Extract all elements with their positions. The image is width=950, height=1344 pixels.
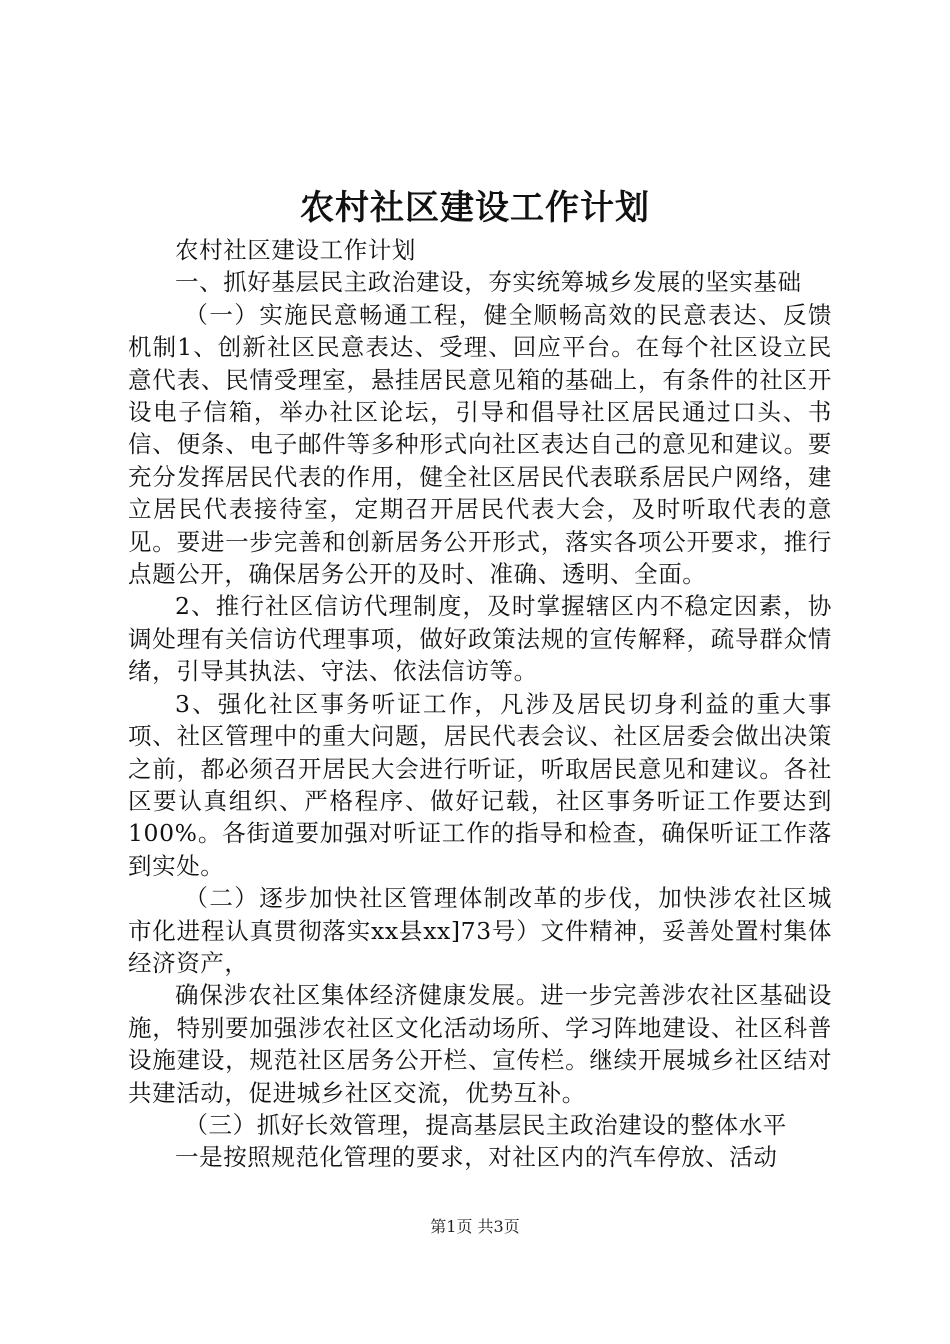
paragraph-subsection-1: （一）实施民意畅通工程，健全顺畅高效的民意表达、反馈机制1、创新社区民意表达、受理、回应平台。在每个社区设立民意代表、民情受理室，悬挂居民意见箱的基础上，有条件的社区开设电子信箱，举办社区论坛，引导和倡导社区居民通过口头、书信、便条、电子邮件等多种形式向社区表达自己的意见和建议。要充分发挥居民代表的作用，健全社区居民代表联系居民户网络，建立居民代表接待室，定期召开居民代表大会，及时听取代表的意见。要进一步完善和创新居务公开形式，落实各项公开要求，推行点题公开，确保居务公开的及时、准确、透明、全面。 xyxy=(128,300,832,589)
document-body xyxy=(128,234,832,1174)
paragraph-item-one: 一是按照规范化管理的要求，对社区内的汽车停放、活动 xyxy=(175,1143,778,1172)
paragraph-item-2: 2、推行社区信访代理制度，及时掌握辖区内不稳定因素，协调处理有关信访代理事项，做好政策法规的宣传解释，疏导群众情绪，引导其执法、守法、依法信访等。 xyxy=(128,592,832,686)
paragraph-section-1-heading: 一、抓好基层民主政治建设，夯实统筹城乡发展的坚实基础 xyxy=(175,268,802,297)
paragraph-subsection-3: （三）抓好长效管理，提高基层民主政治建设的整体水平 xyxy=(184,1110,787,1139)
paragraph-subsection-2: （二）逐步加快社区管理体制改革的步伐，加快涉农社区城市化进程认真贯彻落实xx县xx]73号）文件精神，妥善处置村集体经济资产， xyxy=(128,884,832,977)
page-footer: 第1页 共3页 xyxy=(430,1217,520,1236)
paragraph-item-3: 3、强化社区事务听证工作，凡涉及居民切身利益的重大事项、社区管理中的重大问题，居民代表会议、社区居委会做出决策之前，都必须召开居民大会进行听证，听取居民意见和建议。各社区要认真组织、严格程序、做好记载，社区事务听证工作要达到100%。各街道要加强对听证工作的指导和检查，确保听证工作落到实处。 xyxy=(128,689,832,880)
paragraph-subtitle: 农村社区建设工作计划 xyxy=(175,236,416,264)
paragraph-subsection-2-continued: 确保涉农社区集体经济健康发展。进一步完善涉农社区基础设施，特别要加强涉农社区文化活动场所、学习阵地建设、社区科普设施建设，规范社区居务公开栏、宣传栏。继续开展城乡社区结对共建活动，促进城乡社区交流，优势互补。 xyxy=(128,981,832,1107)
document-title: 农村社区建设工作计划 xyxy=(300,188,650,228)
